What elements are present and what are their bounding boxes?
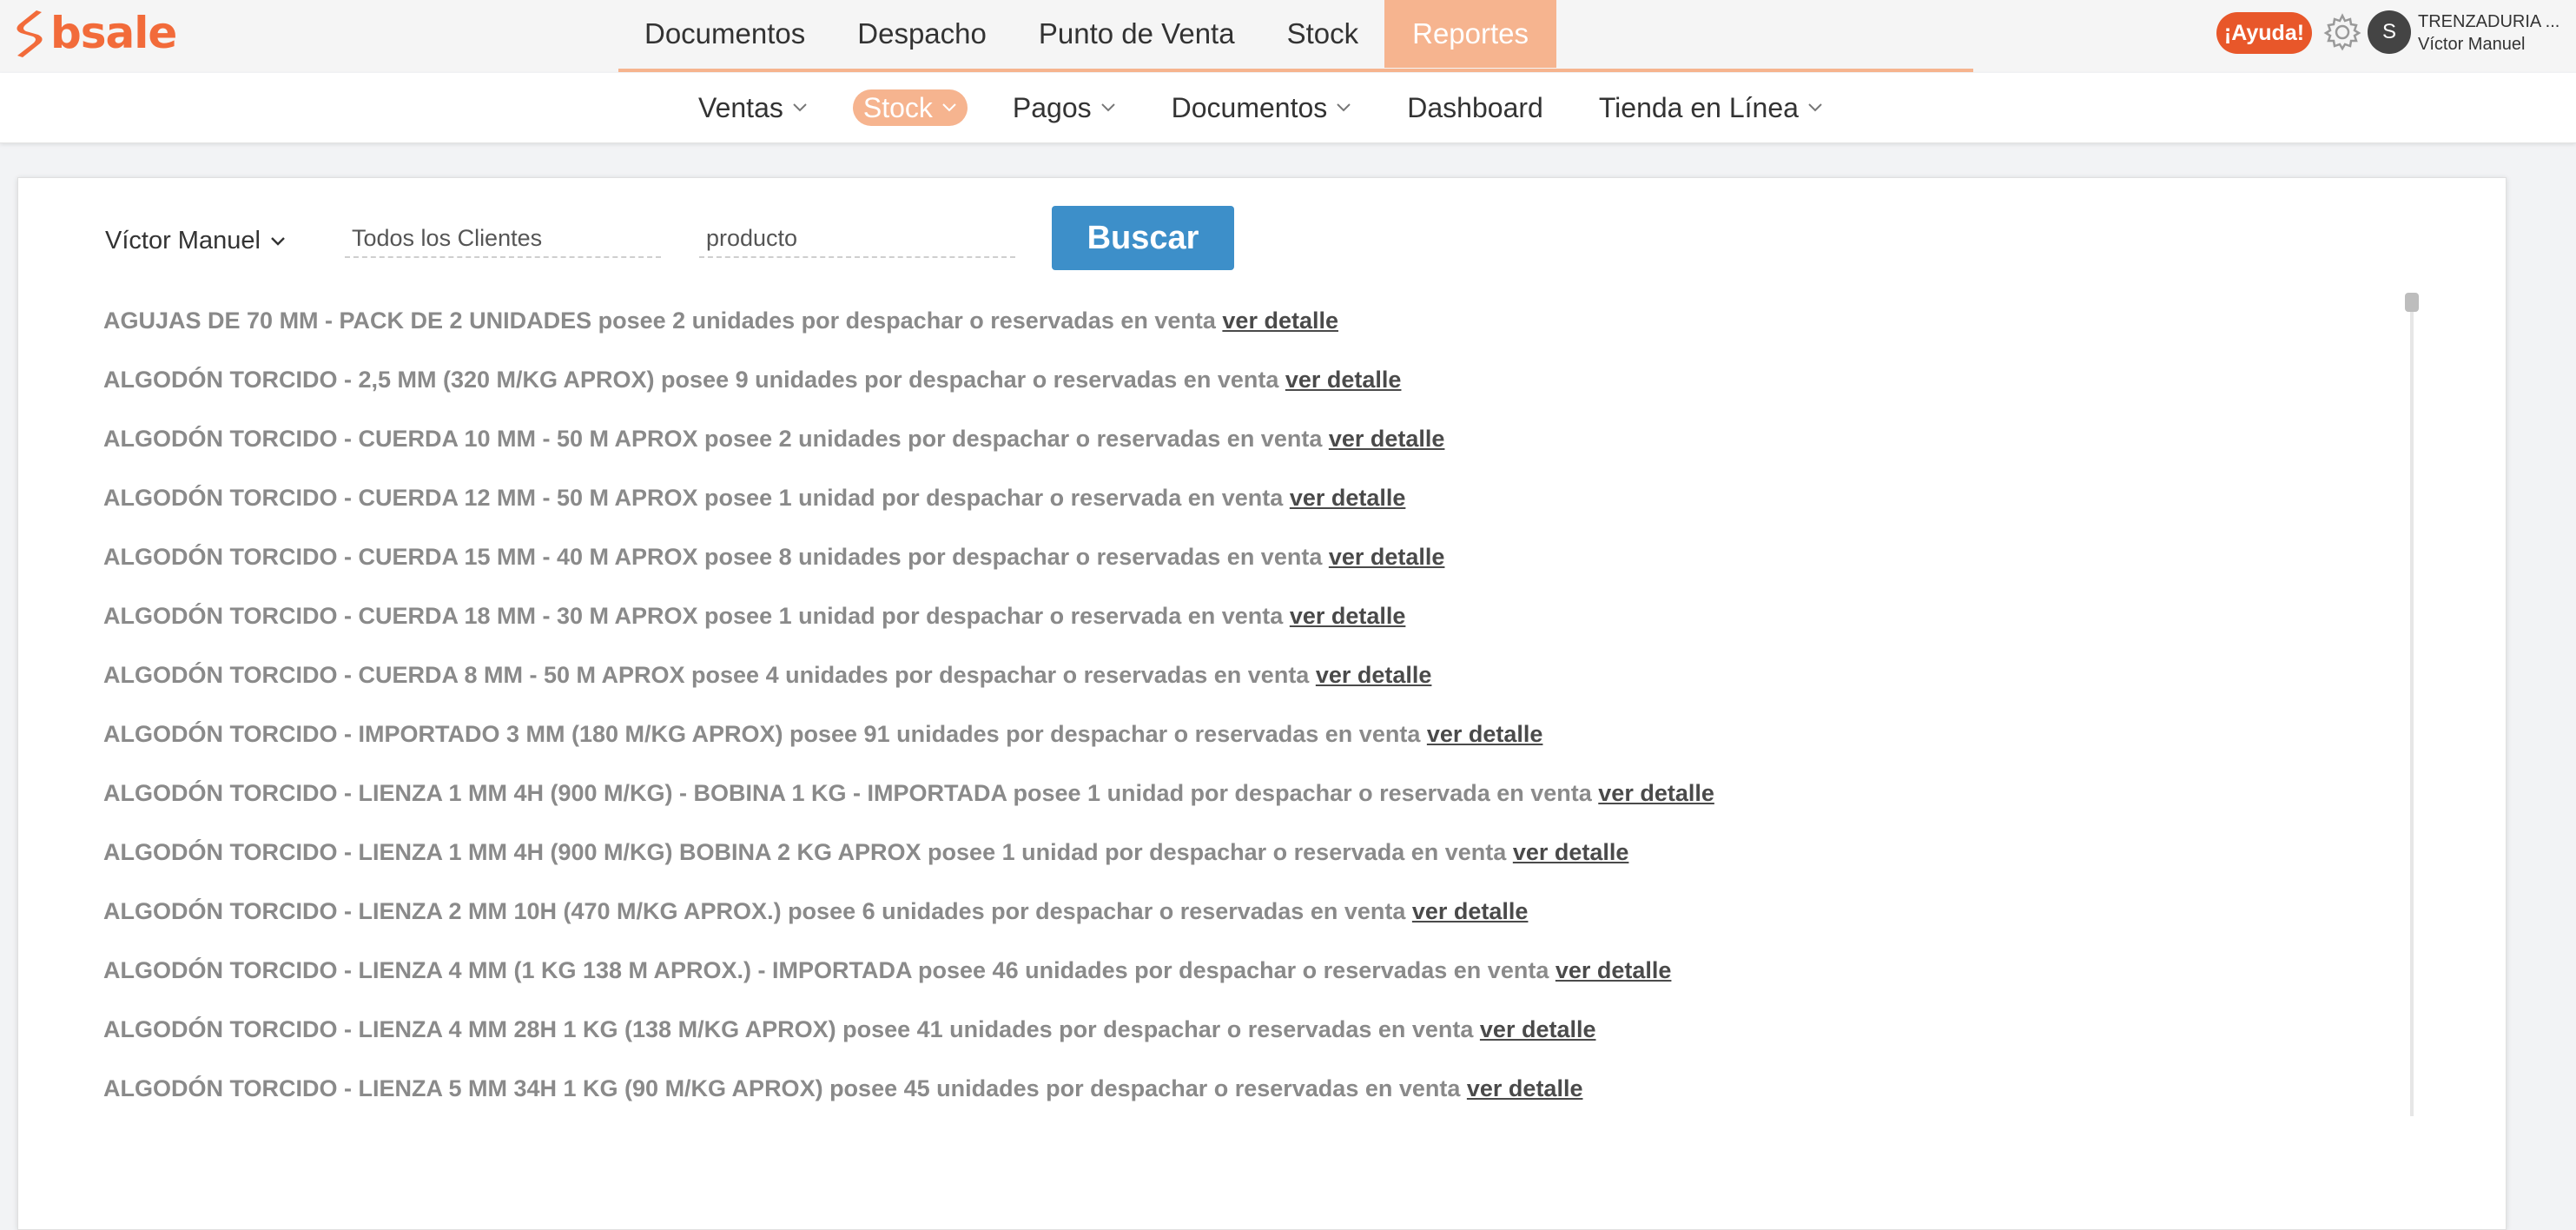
main-nav bbox=[618, 0, 1973, 71]
tab-stock[interactable]: Stock bbox=[1286, 17, 1359, 50]
tab-reportes[interactable]: Reportes bbox=[1384, 0, 1556, 68]
subnav-pagos-label: Pagos bbox=[1012, 91, 1092, 123]
list-item: ALGODÓN TORCIDO - LIENZA 5 MM 34H 1 KG (90 M/KG APROX) posee 45 unidades por despachar o reservadas en venta ver detalle bbox=[103, 1075, 1583, 1101]
tab-despacho[interactable]: Despacho bbox=[857, 17, 987, 50]
subnav-tienda-label: Tienda en Línea bbox=[1598, 91, 1799, 123]
ver-detalle-link[interactable]: ver detalle bbox=[1289, 603, 1406, 629]
chevron-down-icon bbox=[941, 102, 957, 113]
list-item: AGUJAS DE 70 MM - PACK DE 2 UNIDADES posee 2 unidades por despachar o reservadas en venta ver detalle bbox=[103, 308, 1338, 334]
chevron-down-icon bbox=[269, 235, 287, 248]
tab-punto-de-venta[interactable]: Punto de Venta bbox=[1038, 17, 1235, 50]
ver-detalle-link[interactable]: ver detalle bbox=[1479, 1016, 1596, 1042]
list-item: ALGODÓN TORCIDO - LIENZA 1 MM 4H (900 M/KG) - BOBINA 1 KG - IMPORTADA posee 1 unidad por despachar o reservada en venta ver detalle bbox=[103, 780, 1714, 806]
subnav-documentos[interactable] bbox=[1161, 89, 1363, 126]
main-nav-underline bbox=[618, 69, 1973, 72]
tab-documentos[interactable]: Documentos bbox=[644, 17, 806, 50]
chevron-down-icon bbox=[1807, 102, 1823, 113]
account-info[interactable] bbox=[2418, 10, 2559, 56]
client-input[interactable] bbox=[345, 220, 661, 258]
ver-detalle-link[interactable]: ver detalle bbox=[1328, 544, 1445, 570]
top-bar bbox=[0, 0, 2576, 71]
subnav-pagos[interactable] bbox=[1002, 89, 1126, 126]
user-name: Víctor Manuel bbox=[2418, 35, 2526, 54]
scrollbar-thumb[interactable] bbox=[2405, 293, 2419, 312]
list-item: ALGODÓN TORCIDO - CUERDA 12 MM - 50 M APROX posee 1 unidad por despachar o reservada en venta ver detalle bbox=[103, 485, 1406, 511]
subnav-ventas-label: Ventas bbox=[698, 91, 783, 123]
ver-detalle-link[interactable]: ver detalle bbox=[1598, 780, 1714, 806]
product-input[interactable] bbox=[699, 220, 1015, 258]
list-item: ALGODÓN TORCIDO - LIENZA 2 MM 10H (470 M/KG APROX.) posee 6 unidades por despachar o reservadas en venta ver detalle bbox=[103, 898, 1529, 924]
subnav-dashboard[interactable] bbox=[1397, 89, 1554, 126]
subnav-dashboard-label: Dashboard bbox=[1407, 91, 1543, 123]
sub-nav bbox=[0, 73, 2576, 143]
ver-detalle-link[interactable]: ver detalle bbox=[1285, 367, 1402, 393]
subnav-stock[interactable] bbox=[853, 89, 968, 126]
subnav-stock-label: Stock bbox=[862, 91, 933, 123]
chevron-down-icon bbox=[1100, 102, 1116, 113]
ver-detalle-link[interactable]: ver detalle bbox=[1555, 957, 1672, 983]
ver-detalle-link[interactable]: ver detalle bbox=[1315, 662, 1432, 688]
results-list bbox=[103, 291, 2361, 1118]
ver-detalle-link[interactable]: ver detalle bbox=[1411, 898, 1529, 924]
ver-detalle-link[interactable]: ver detalle bbox=[1222, 308, 1338, 334]
chevron-down-icon bbox=[1336, 102, 1351, 113]
user-filter-select[interactable] bbox=[105, 227, 287, 255]
user-filter-label: Víctor Manuel bbox=[105, 227, 261, 255]
list-item: ALGODÓN TORCIDO - CUERDA 8 MM - 50 M APROX posee 4 unidades por despachar o reservadas en venta ver detalle bbox=[103, 662, 1432, 688]
results-scrollbar[interactable] bbox=[2410, 293, 2414, 1116]
list-item: ALGODÓN TORCIDO - CUERDA 10 MM - 50 M APROX posee 2 unidades por despachar o reservadas en venta ver detalle bbox=[103, 426, 1445, 452]
avatar[interactable]: S bbox=[2368, 10, 2411, 54]
company-name: TRENZADURIA ... bbox=[2418, 12, 2560, 31]
bsale-logo[interactable] bbox=[10, 5, 176, 61]
ver-detalle-link[interactable]: ver detalle bbox=[1328, 426, 1445, 452]
ver-detalle-link[interactable]: ver detalle bbox=[1289, 485, 1406, 511]
list-item: ALGODÓN TORCIDO - LIENZA 4 MM (1 KG 138 M APROX.) - IMPORTADA posee 46 unidades por despachar o reservadas en venta ver detalle bbox=[103, 957, 1672, 983]
help-button[interactable]: ¡Ayuda! bbox=[2216, 12, 2312, 54]
gear-icon[interactable] bbox=[2321, 10, 2364, 54]
bsale-logo-icon bbox=[10, 7, 45, 59]
ver-detalle-link[interactable]: ver detalle bbox=[1512, 839, 1629, 865]
subnav-documentos-label: Documentos bbox=[1171, 91, 1328, 123]
list-item: ALGODÓN TORCIDO - CUERDA 15 MM - 40 M APROX posee 8 unidades por despachar o reservadas en venta ver detalle bbox=[103, 544, 1445, 570]
list-item: ALGODÓN TORCIDO - CUERDA 18 MM - 30 M APROX posee 1 unidad por despachar o reservada en venta ver detalle bbox=[103, 603, 1406, 629]
ver-detalle-link[interactable]: ver detalle bbox=[1466, 1075, 1583, 1101]
report-card bbox=[17, 177, 2507, 1230]
list-item: ALGODÓN TORCIDO - LIENZA 1 MM 4H (900 M/KG) BOBINA 2 KG APROX posee 1 unidad por despachar o reservada en venta ver detalle bbox=[103, 839, 1629, 865]
list-item: ALGODÓN TORCIDO - LIENZA 4 MM 28H 1 KG (138 M/KG APROX) posee 41 unidades por despachar o reservadas en venta ver detalle bbox=[103, 1016, 1596, 1042]
ver-detalle-link[interactable]: ver detalle bbox=[1426, 721, 1543, 747]
chevron-down-icon bbox=[792, 102, 808, 113]
subnav-tienda-en-linea[interactable] bbox=[1589, 89, 1833, 126]
subnav-ventas[interactable] bbox=[688, 89, 818, 126]
list-item: ALGODÓN TORCIDO - IMPORTADO 3 MM (180 M/KG APROX) posee 91 unidades por despachar o reservadas en venta ver detalle bbox=[103, 721, 1543, 747]
search-button[interactable]: Buscar bbox=[1052, 206, 1234, 270]
brand-name: bsale bbox=[50, 8, 177, 58]
list-item: ALGODÓN TORCIDO - 2,5 MM (320 M/KG APROX) posee 9 unidades por despachar o reservadas en venta ver detalle bbox=[103, 367, 1402, 393]
